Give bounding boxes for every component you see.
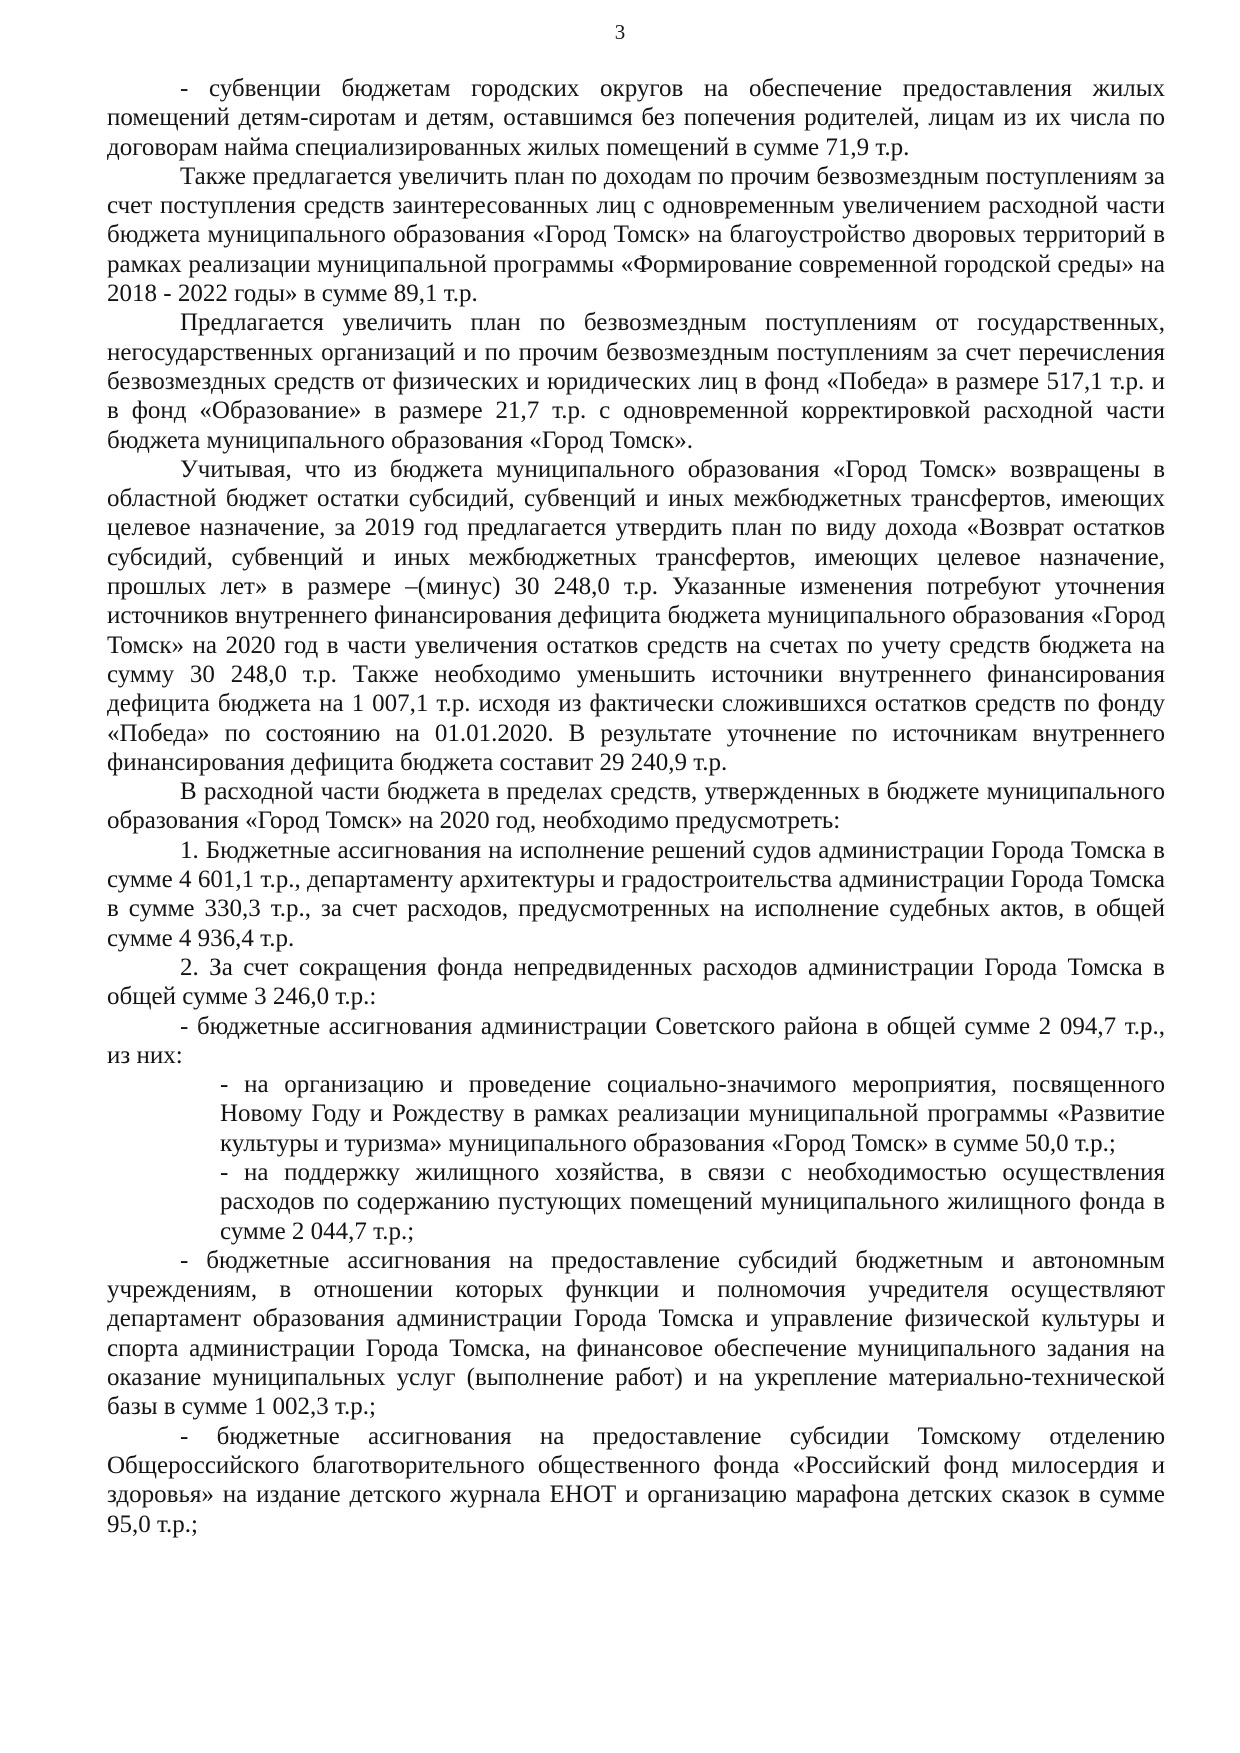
list-item-contingency-fund: 2. За счет сокращения фонда непредвиденных расходов администрации Города Томска в общей сумме 3 246,0 т.р.: bbox=[107, 953, 1165, 1011]
document-body bbox=[107, 74, 1165, 1539]
paragraph-return-balances: Учитывая, что из бюджета муниципального образования «Город Томск» возвращены в областной бюджет остатки субсидий, субвенций и иных межбюджетных трансфертов, имеющих целевое назначение, за 2019 год предлагается утвердить план по виду дохода «Возврат остатков субсидий, субвенций и иных межбюджетных трансфертов, имеющих целевое назначение, прошлых лет» в размере –(минус) 30 248,0 т.р. Указанные изменения потребуют уточнения источников внутреннего финансирования дефицита бюджета муниципального образования «Город Томск» на 2020 год в части увеличения остатков средств на счетах по учету средств бюджета на сумму 30 248,0 т.р. Также необходимо уменьшить источники внутреннего финансирования дефицита бюджета на 1 007,1 т.р. исходя из фактически сложившихся остатков средств по фонду «Победа» по состоянию на 01.01.2020. В результате уточнение по источникам внутреннего финансирования дефицита бюджета составит 29 240,9 т.р. bbox=[107, 455, 1165, 776]
list-item-court-decisions: 1. Бюджетные ассигнования на исполнение решений судов администрации Города Томска в сумме 4 601,1 т.р., департаменту архитектуры и градостроительства администрации Города Томска в сумме 330,3 т.р., за счет расходов, предусмотренных на исполнение судебных актов, в общей сумме 4 936,4 т.р. bbox=[107, 836, 1165, 952]
paragraph-funds: Предлагается увеличить план по безвозмездным поступлениям от государственных, негосударственных организаций и по прочим безвозмездным поступлениям за счет перечисления безвозмездных средств от физических и юридических лиц в фонд «Победа» в размере 517,1 т.р. и в фонд «Образование» в размере 21,7 т.р. с одновременной корректировкой расходной части бюджета муниципального образования «Город Томск». bbox=[107, 309, 1165, 454]
list-item-sovetsky-district: - бюджетные ассигнования администрации Советского района в общей сумме 2 094,7 т.р., из них: bbox=[107, 1012, 1165, 1069]
list-item-charity-fund: - бюджетные ассигнования на предоставление субсидии Томскому отделению Общероссийского благотворительного общественного фонда «Российский фонд милосердия и здоровья» на издание детского журнала ЕНОТ и организацию марафона детских сказок в сумме 95,0 т.р.; bbox=[107, 1422, 1165, 1538]
sub-item-housing: - на поддержку жилищного хозяйства, в связи с необходимостью осуществления расходов по содержанию пустующих помещений муниципального жилищного фонда в сумме 2 044,7 т.р.; bbox=[220, 1158, 1165, 1245]
paragraph-urban-environment: Также предлагается увеличить план по доходам по прочим безвозмездным поступлениям за счет поступления средств заинтересованных лиц с одновременным увеличением расходной части бюджета муниципального образования «Город Томск» на благоустройство дворовых территорий в рамках реализации муниципальной программы «Формирование современной городской среды» на 2018 - 2022 годы» в сумме 89,1 т.р. bbox=[107, 162, 1165, 308]
paragraph-expenditure-intro: В расходной части бюджета в пределах средств, утвержденных в бюджете муниципального образования «Город Томск» на 2020 год, необходимо предусмотреть: bbox=[107, 778, 1165, 835]
list-item-education-subsidies: - бюджетные ассигнования на предоставление субсидий бюджетным и автономным учреждениям, в отношении которых функции и полномочия учредителя осуществляют департамент образования администрации Города Томска и управление физической культуры и спорта администрации Города Томска, на финансовое обеспечение муниципального задания на оказание муниципальных услуг (выполнение работ) и на укрепление материально-технической базы в сумме 1 002,3 т.р.; bbox=[107, 1246, 1165, 1421]
paragraph-subventions: - субвенции бюджетам городских округов на обеспечение предоставления жилых помещений детям-сиротам и детям, оставшимся без попечения родителей, лицам из их числа по договорам найма специализированных жилых помещений в сумме 71,9 т.р. bbox=[107, 75, 1165, 161]
page-number: 3 bbox=[614, 20, 626, 44]
sub-item-new-year-event: - на организацию и проведение социально-значимого мероприятия, посвященного Новому Году и Рождеству в рамках реализации муниципальной программы «Развитие культуры и туризма» муниципального образования «Город Томск» в сумме 50,0 т.р.; bbox=[220, 1071, 1165, 1157]
